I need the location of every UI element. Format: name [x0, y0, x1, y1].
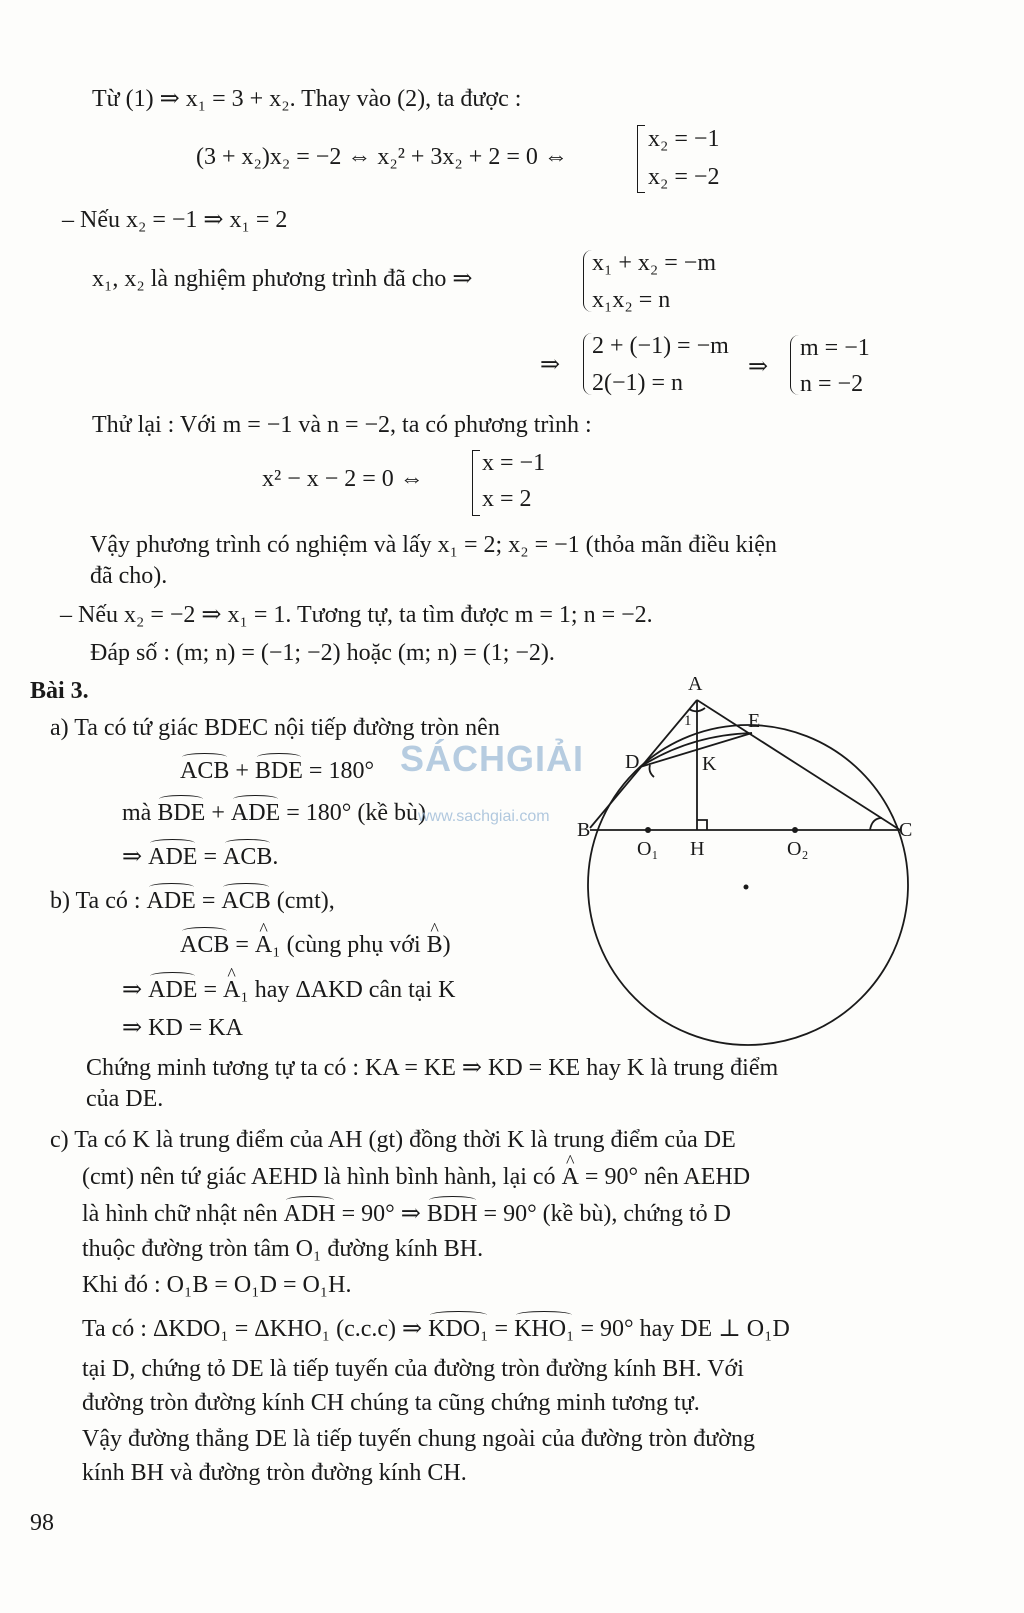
- right-angle-h: [697, 820, 707, 830]
- point-o2: [792, 827, 798, 833]
- arc-angle: ACB: [221, 888, 271, 914]
- text-line: Từ (1) ⇒ x₁ = 3 + x₂. Thay vào (2), ta được :: [92, 86, 522, 112]
- math-line: x = −1: [482, 450, 546, 476]
- arc-angle: ADE: [148, 844, 198, 870]
- math-line: [50, 886, 335, 916]
- text-line: Chứng minh tương tự ta có : KA = KE ⇒ KD = KE hay K là trung điểm: [86, 1055, 779, 1081]
- math-line: [122, 798, 426, 828]
- math-text: b) Ta có :: [50, 888, 147, 914]
- hat-angle: ^ A: [562, 1162, 579, 1192]
- math-line: [122, 975, 455, 1005]
- math-operator: =: [488, 1316, 515, 1342]
- watermark-logo: SÁCHGIẢI: [400, 738, 585, 779]
- math-text: = 90° ⇒: [335, 1201, 427, 1227]
- label-a: A: [688, 673, 703, 695]
- hat-angle: ^ A: [223, 975, 240, 1005]
- hat-angle: ^ A: [255, 930, 272, 960]
- arc-angle: ADE: [230, 800, 281, 826]
- arc-angle: BDE: [254, 758, 303, 784]
- math-line: ⇒: [540, 352, 561, 378]
- math-text: là hình chữ nhật nên: [82, 1201, 284, 1227]
- math-text: ⇒: [122, 977, 149, 1003]
- math-operator: =: [229, 932, 255, 958]
- math-text: = 180°: [302, 758, 375, 784]
- text-line: Vậy đường thẳng DE là tiếp tuyến chung ngoài của đường tròn đường: [82, 1426, 755, 1452]
- math-text: ₁ hay ΔAKD cân tại K: [240, 977, 456, 1003]
- text-line: đã cho).: [90, 563, 168, 589]
- solution-bracket: [472, 450, 480, 516]
- arc-angle: BDH: [426, 1201, 478, 1227]
- arc-angle: KHO₁: [514, 1316, 575, 1342]
- math-line: x² − x − 2 = 0 ⇔: [262, 466, 424, 492]
- angle-mark-d: [650, 765, 655, 777]
- math-line: 2(−1) = n: [592, 370, 684, 396]
- math-text: (cmt),: [270, 888, 335, 914]
- math-text: ₁ (cùng phụ với: [272, 932, 427, 958]
- text-line: x₁, x₂ là nghiệm phương trình đã cho ⇒: [92, 266, 473, 292]
- math-operator: =: [197, 977, 223, 1003]
- math-text: = 90° hay DE ⊥ O₁D: [574, 1316, 790, 1342]
- label-k: K: [702, 753, 717, 775]
- math-line: n = −2: [800, 371, 864, 397]
- text-line: kính BH và đường tròn đường kính CH.: [82, 1460, 467, 1486]
- point-o1: [645, 827, 651, 833]
- arc-angle: ADH: [283, 1201, 336, 1227]
- label-o1: O₁: [637, 838, 659, 860]
- text-line: đường tròn đường kính CH chúng ta cũng chứng minh tương tự.: [82, 1390, 700, 1416]
- arc-angle: ACB: [180, 758, 230, 784]
- arc-angle: ADE: [148, 977, 198, 1003]
- system-brace: [583, 250, 592, 312]
- math-text: Ta có : ΔKDO₁ = ΔKHO₁ (c.c.c) ⇒: [82, 1316, 429, 1342]
- label-d: D: [625, 751, 640, 773]
- math-line: 2 + (−1) = −m: [592, 333, 729, 359]
- text-line: Vậy phương trình có nghiệm và lấy x₁ = 2; x₂ = −1 (thỏa mãn điều kiện: [90, 532, 777, 558]
- math-text: ): [442, 932, 451, 958]
- system-brace: [790, 335, 799, 395]
- math-text: = 180° (kề bù): [280, 800, 426, 826]
- math-line: [122, 842, 278, 872]
- angle-mark-c: [870, 818, 882, 830]
- math-line: m = −1: [800, 335, 870, 361]
- text-line: – Nếu x₂ = −1 ⇒ x₁ = 2: [62, 207, 288, 233]
- math-operator: =: [197, 844, 223, 870]
- text-line: c) Ta có K là trung điểm của AH (gt) đồng thời K là trung điểm của DE: [50, 1127, 736, 1153]
- exercise-heading: Bài 3.: [30, 678, 89, 704]
- arc-angle: ACB: [222, 844, 273, 870]
- segment-ab: [590, 700, 697, 828]
- math-line: x₁x₂ = n: [592, 287, 671, 313]
- arc-angle: ADE: [146, 888, 196, 914]
- text-line: a) Ta có tứ giác BDEC nội tiếp đường tròn nên: [50, 715, 500, 741]
- arc-angle: ACB: [180, 932, 230, 958]
- text-line: [82, 1199, 731, 1229]
- label-e: E: [748, 710, 761, 732]
- text-line: Đáp số : (m; n) = (−1; −2) hoặc (m; n) = (1; −2).: [90, 640, 555, 666]
- math-text: .: [272, 844, 279, 870]
- math-line: [180, 756, 374, 786]
- geometry-figure: [570, 665, 920, 1055]
- math-line: ⇒: [748, 354, 769, 380]
- math-text: = 90° nên AEHD: [578, 1164, 751, 1190]
- label-o2: O₂: [787, 838, 809, 860]
- math-text: ⇒: [122, 844, 149, 870]
- text-line: [82, 1162, 750, 1192]
- hat-angle: ^ B: [427, 930, 443, 960]
- text-line: Thử lại : Với m = −1 và n = −2, ta có phương trình :: [92, 412, 592, 438]
- label-c: C: [899, 819, 913, 841]
- point-center: [744, 885, 749, 890]
- segment-ac: [697, 700, 900, 830]
- math-operator: =: [195, 888, 222, 914]
- segment-de: [640, 733, 752, 767]
- arc-angle: BDE: [157, 800, 206, 826]
- label-b: B: [577, 819, 591, 841]
- math-line: x = 2: [482, 486, 532, 512]
- page-number: 98: [30, 1510, 54, 1536]
- math-line: x₂ = −2: [648, 164, 720, 190]
- watermark-url: www.sachgiai.com: [418, 808, 550, 825]
- text-line: tại D, chứng tỏ DE là tiếp tuyến của đường tròn đường kính BH. Với: [82, 1356, 744, 1382]
- math-line: x₁ + x₂ = −m: [592, 250, 717, 276]
- math-line: (3 + x₂)x₂ = −2 ⇔ x₂² + 3x₂ + 2 = 0 ⇔: [196, 144, 568, 170]
- math-text: (cmt) nên tứ giác AEHD là hình bình hành, lại có: [82, 1164, 562, 1190]
- text-line: [82, 1314, 790, 1344]
- math-operator: +: [205, 800, 231, 826]
- math-line: ⇒ KD = KA: [122, 1015, 243, 1041]
- math-line: x₂ = −1: [648, 126, 720, 152]
- math-text: = 90° (kề bù), chứng tỏ D: [477, 1201, 731, 1227]
- math-text: mà: [122, 800, 158, 826]
- label-one: 1: [684, 713, 692, 729]
- arc-angle: KDO₁: [428, 1316, 489, 1342]
- system-brace: [583, 333, 592, 395]
- solution-bracket: [637, 125, 645, 193]
- text-line: – Nếu x₂ = −2 ⇒ x₁ = 1. Tương tự, ta tìm được m = 1; n = −2.: [60, 602, 653, 628]
- math-line: [180, 930, 451, 960]
- text-line: Khi đó : O₁B = O₁D = O₁H.: [82, 1272, 352, 1298]
- text-line: của DE.: [86, 1086, 164, 1112]
- text-line: thuộc đường tròn tâm O₁ đường kính BH.: [82, 1236, 484, 1262]
- label-h: H: [690, 838, 705, 860]
- math-operator: +: [229, 758, 255, 784]
